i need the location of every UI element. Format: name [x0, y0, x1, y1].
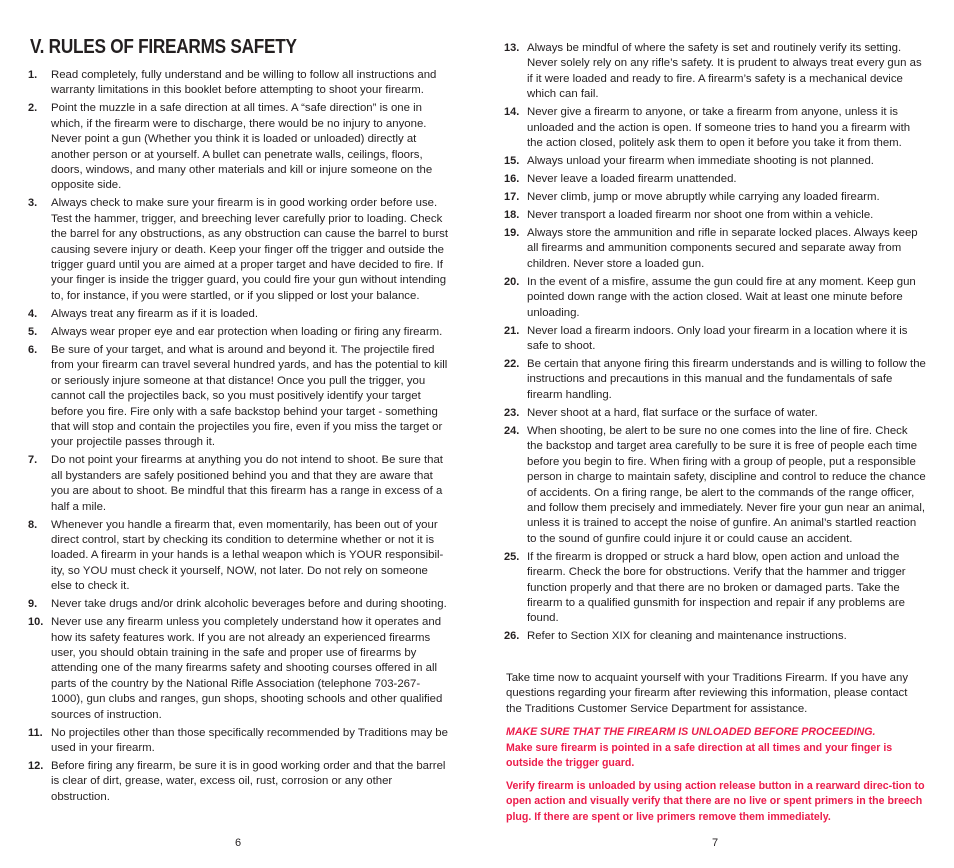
rule-text: Never take drugs and/or drink alcoholic beverages before and during shooting. [51, 598, 447, 611]
rule-text: Point the muzzle in a safe direction at all times. A “safe direction” is one in which, if the firearm were to discharge, there would be no injury to anyone. Never point a gun (Whether you think it is loaded or unloaded) directly at another person or at yourself. A bullet can penetrate walls, ceilings, floors, doors, windows, and many other materials and kill or injure someone on the opposite side. [51, 102, 433, 192]
rule-text: Never use any firearm unless you completely understand how it operates and how its safety features work. If you are not already an experienced firearms user, you should obtain training in the safe and proper use of firearms by attending one of the many firearms safety and shooting courses offered in all parts of the country by the National Rifle Association (telephone 703-267-1000), gun clubs and ranges, gun shops, shooting schools and other qualified sources of instruction. [51, 616, 443, 721]
rule-number: 26. [504, 630, 520, 643]
rule-text: No projectiles other than those specifically recommended by Traditions may be used in your firearm. [51, 726, 448, 754]
page-number: 7 [712, 837, 719, 849]
rule-number: 10. [28, 616, 44, 629]
safety-rule [504, 424, 926, 547]
rule-number: 7. [28, 454, 38, 467]
rule-text: Whenever you handle a firearm that, even momentarily, has been out of your direct control, start by checking its condition to determine whether or not it is loaded. A firearm in your hands is a lethal weapon which is YOUR responsibil-ity, so YOU must check it yourself, NOW, not later. Do not rely on someone else to check it. [51, 518, 444, 593]
rule-text: Always store the ammunition and rifle in separate locked places. Always keep all firearms and ammunition components secured and separate away from children. Never store a loaded gun. [527, 227, 918, 270]
safety-rule [504, 105, 926, 151]
rule-number: 15. [504, 155, 520, 168]
safety-rule [504, 226, 926, 272]
rule-text: Never transport a loaded firearm nor shoot one from within a vehicle. [527, 209, 874, 222]
safety-rule [504, 275, 926, 321]
section-title: V. RULES OF FIREARMS SAFETY [30, 36, 297, 58]
rule-text: Never shoot at a hard, flat surface or the surface of water. [527, 406, 818, 419]
rule-text: Be sure of your target, and what is around and beyond it. The projectile fired from your firearm can travel several hundred yards, and has the potential to kill or seriously injure someone at that distance! Once you pull the trigger, you cannot call the projectiles back, so you must positively identify your target before you fire. Fire only with a safe backstop behind your target - something that will stop and contain the projectiles you fire, even if you miss the target or your projectile passes through it. [51, 343, 448, 449]
rule-text: When shooting, be alert to be sure no one comes into the line of fire. Check the backstop and target area carefully to be sure it is free of people each time before you begin to fire. When firing with a group of people, put a responsible person in charge to maintain safety, discipline and control to reduce the chance of accidents. On a firing range, be alert to the commands of the range officer, and follow them precisely and immediately. Never fire your gun near an animal, unless it is trained to accept the noise of gunfire. An animal’s startled reaction to the sound of gunfire could injure it or could cause an accident. [527, 424, 926, 545]
rule-number: 17. [504, 191, 520, 204]
safety-rule [504, 629, 926, 644]
rule-text: If the firearm is dropped or struck a hard blow, open action and unload the firearm. Check the bore for obstructions. Verify that the hammer and trigger function properly and that there are no broken or damaged parts. Take the firearm to a qualified gunsmith for inspection and repair if any problems are found. [527, 550, 906, 625]
rule-text: In the event of a misfire, assume the gun could fire at any moment. Keep gun pointed down range with the action closed. Wait at least one minute before unloading. [527, 275, 916, 319]
rule-number: 3. [28, 197, 38, 210]
safety-rule [28, 615, 448, 723]
rule-number: 18. [504, 209, 520, 222]
warning-verify-unloaded: Verify firearm is unloaded by using action release button in a rearward direc-tion to open action and visually verify that there are no live or spent primers in the breech plug. If there are spent or live primers remove them immediately. [506, 780, 925, 823]
rule-text: Always check to make sure your firearm is in good working order before use. Test the hammer, trigger, and breeching lever carefully prior to loading. Check the barrel for any obstructions, as any obstruction can cause the barrel to burst causing severe injury or death. Keep your finger off the trigger and outside the trigger guard until you are aimed at a proper target and have decided to fire. If your finger is inside the trigger guard, you could fire your gun without intending to, for instance, if you were startled, or if you slipped or lost your balance. [51, 197, 448, 302]
rule-number: 1. [28, 69, 38, 81]
rule-number: 5. [28, 325, 38, 338]
safety-rule [28, 307, 448, 322]
safety-rule [504, 190, 926, 205]
safety-rule [504, 154, 926, 169]
warning-safe-direction: Make sure firearm is pointed in a safe direction at all times and your finger is outside the trigger guard. [506, 742, 893, 770]
rule-text: Read completely, fully understand and be willing to follow all instructions and warranty limitations in this booklet before attempting to shoot your firearm. [51, 69, 437, 97]
safety-rule [504, 406, 926, 421]
rule-number: 23. [504, 406, 520, 419]
safety-rule [28, 101, 448, 193]
safety-rule [504, 357, 926, 403]
warning-unloaded: MAKE SURE THAT THE FIREARM IS UNLOADED BEFORE PROCEEDING. [506, 726, 876, 738]
safety-rule [28, 453, 448, 515]
rule-text: Always unload your firearm when immediate shooting is not planned. [527, 155, 874, 168]
safety-rule [28, 726, 448, 757]
rule-text: Always wear proper eye and ear protection when loading or firing any firearm. [51, 325, 443, 338]
rule-number: 8. [28, 518, 38, 531]
right-page [477, 0, 954, 868]
rule-number: 22. [504, 358, 520, 371]
safety-rule [28, 68, 448, 99]
safety-rule [28, 196, 448, 304]
rule-text: Never leave a loaded firearm unattended. [527, 173, 737, 186]
safety-rule [28, 518, 448, 595]
rule-text: Refer to Section XIX for cleaning and maintenance instructions. [527, 630, 847, 643]
safety-rule [504, 172, 926, 187]
closing-paragraph: Take time now to acquaint yourself with your Traditions Firearm. If you have any questions regarding your firearm after reviewing this information, please contact the Traditions Customer Service Department for assistance. [506, 672, 909, 715]
rule-number: 25. [504, 550, 520, 563]
safety-rule [28, 343, 448, 451]
safety-rule [504, 550, 926, 627]
safety-rule [28, 597, 448, 612]
rule-number: 6. [28, 343, 38, 356]
rule-number: 24. [504, 424, 520, 437]
rule-text: Do not point your firearms at anything you do not intend to shoot. Be sure that all bystanders are safely positioned behind you and that they are aware that you are about to shoot. Be mindful that this firearm has a range in excess of a half a mile. [51, 454, 443, 513]
safety-rules-list-right [504, 41, 926, 647]
rule-number: 13. [504, 42, 520, 54]
safety-rule [504, 208, 926, 223]
safety-rule [28, 325, 448, 340]
rule-number: 19. [504, 227, 520, 240]
rule-number: 4. [28, 307, 38, 320]
rule-number: 9. [28, 598, 38, 611]
rule-text: Be certain that anyone firing this firearm understands and is willing to follow the instructions and precautions in this manual and the fundamentals of safe firearm handling. [527, 358, 926, 401]
rule-number: 2. [28, 102, 38, 115]
rule-text: Before firing any firearm, be sure it is in good working order and that the barrel is clear of dirt, grease, water, excess oil, rust, corrosion or any other obstruction. [51, 760, 446, 803]
rule-text: Never climb, jump or move abruptly while carrying any loaded firearm. [527, 191, 880, 204]
page-number: 6 [235, 837, 242, 849]
rule-number: 11. [28, 726, 43, 739]
rule-text: Always treat any firearm as if it is loaded. [51, 307, 259, 320]
rule-text: Always be mindful of where the safety is set and routinely verify its setting. Never solely rely on any rifle’s safety. It is prudent to always treat every gun as if it were loaded and ready to fire. A firearm’s safety is a mechanical device which can fail. [527, 42, 922, 101]
rule-number: 20. [504, 275, 520, 288]
rule-number: 21. [504, 324, 520, 337]
safety-rules-list-left [28, 68, 448, 808]
rule-number: 16. [504, 173, 520, 186]
safety-rule [28, 759, 448, 805]
rule-text: Never give a firearm to anyone, or take a firearm from anyone, unless it is unloaded and the action is open. If someone tries to hand you a firearm with the action closed, politely ask them to open it before you take it from them. [527, 106, 911, 150]
safety-rule [504, 324, 926, 355]
safety-rule [504, 41, 926, 103]
rule-number: 14. [504, 106, 520, 119]
rule-text: Never load a firearm indoors. Only load your firearm in a location where it is safe to shoot. [527, 324, 908, 353]
rule-number: 12. [28, 760, 44, 772]
